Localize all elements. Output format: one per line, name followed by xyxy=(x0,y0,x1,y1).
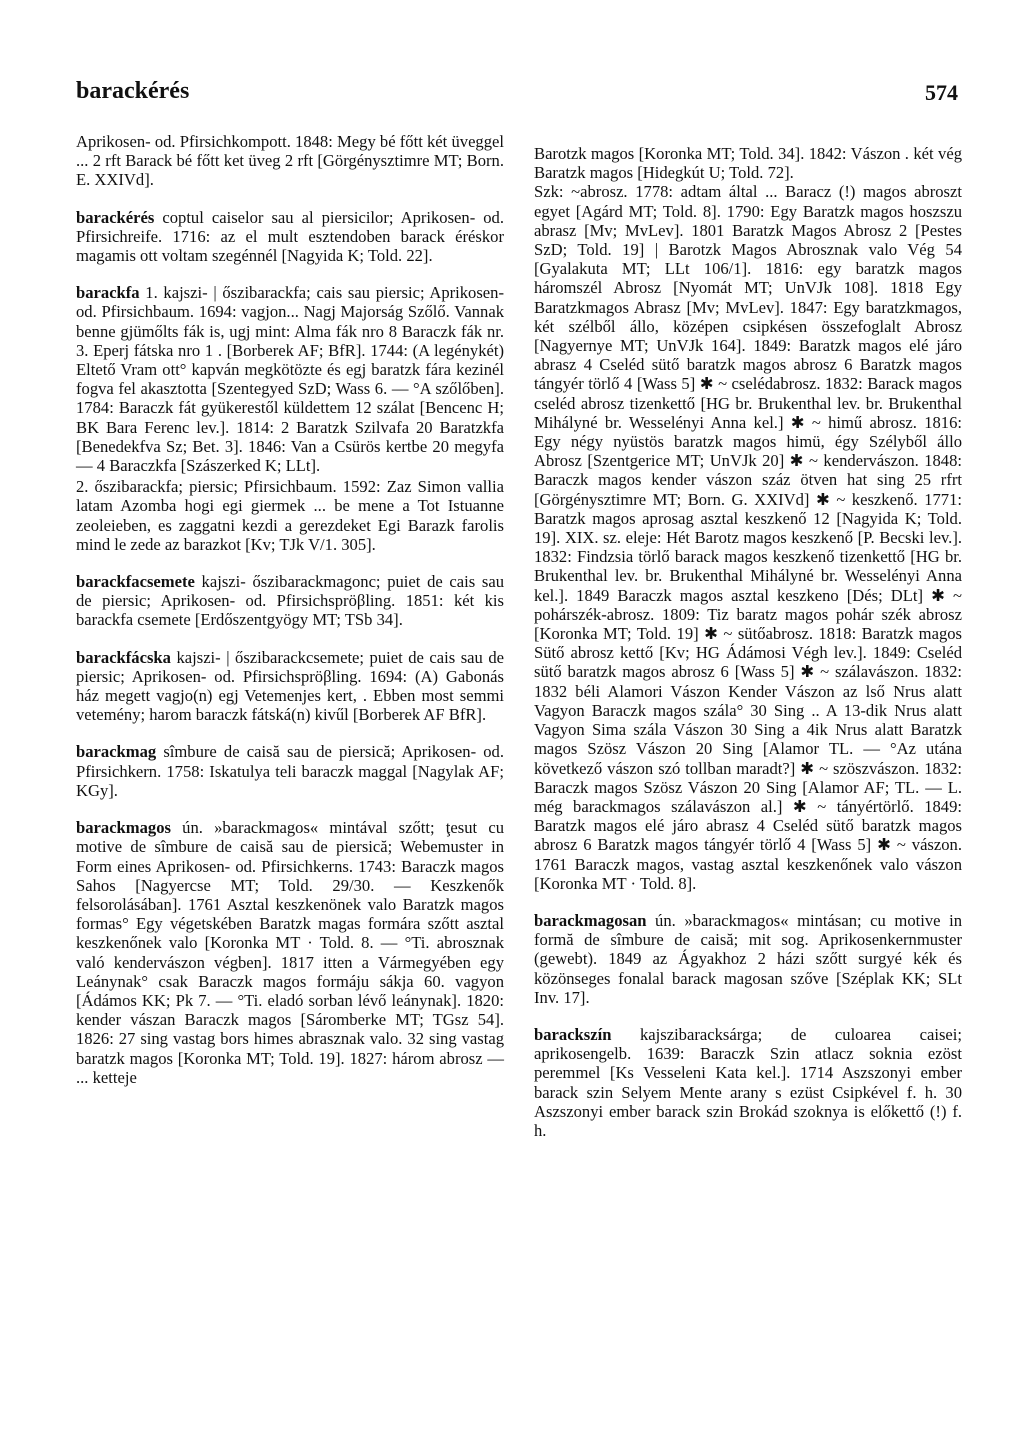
right-column xyxy=(534,144,962,1158)
entry-lemma: barackfácska xyxy=(76,647,171,667)
entry-lemma: barackmagosan xyxy=(534,910,647,930)
entry xyxy=(76,283,504,475)
entry-text: Aprikosen- od. Pfirsichkompott. 1848: Megy bé főtt két üveggel ... 2 rft Barack bé főtt ket üveg 2 rft [Görgénysztimre MT; Born. E. XXIVd]. xyxy=(76,132,504,190)
running-headword: barackérés xyxy=(76,78,190,104)
dictionary-page xyxy=(72,78,962,1428)
entry-text: 1. kajszi- | őszibarackfa; cais sau piersic; Aprikosen- od. Pfirsichbaum. 1694: vagjon... Nagj Majorság Szőlő. Vannak benne gjümőlts fák is, ugj mint: Alma fák nro 8 Baraczk fák nr. 3. Eperj fátska nro 1 . [Borberek AF; BfR]. 1744: (A legénykét) Eltető Vram ott° kapván megkötözte és egj baratzk fára kezinél fogva fel akasztotta [Szentegyed SzD; Wass 6. — °A szőlőben]. 1784: Baraczk fát gyükerestől küldettem 12 szálat [Bencenc H; BK Bara Ferenc lev.]. 1814: 2 Baratzk Szilvafa 20 Baratzkfa [Benedekfva Sz; Bet. 3]. 1846: Van a Csürös kertbe 20 megyfa — 4 Baraczkfa [Szászerked K; LLt]. xyxy=(76,283,504,476)
entry-text: kajszi- | őszibarackcsemete; puiet de cais sau de piersic; Aprikosen- od. Pfirsichspröβling. 1694: (A) Gabonás ház megett vagjo(n) egj Vetemenjes kert, . Ebben most semmi vetemény; harom baraczk fátská(n) kivűl [Borberek AF BfR]. xyxy=(76,647,504,725)
entry-text: kajszi- őszibarackmagonc; puiet de cais sau de piersic; Aprikosen- od. Pfirsichspröβling. 1851: két kis barackfa csemete [Erdőszentgyögy MT; TSb 34]. xyxy=(76,572,504,630)
entry-text: ún. »barackmagos« mintásan; cu motive in formă de sîmbure de caisă; mit sog. Aprikosenkernmuster (gewebt). 1849 az Ágyakhoz 2 házi szőtt surgyé kék és közönseges fonalal barack magosan szőve [Széplak KK; SLt Inv. 17]. xyxy=(534,910,962,1007)
entry xyxy=(76,742,504,800)
entry-lemma: barackmag xyxy=(76,742,157,762)
entry xyxy=(534,911,962,1007)
entry-text: Szk: ~abrosz. 1778: adtam által ... Baracz (!) magos abroszt egyet [Agárd MT; Told. 8]. 1790: Egy Baratzk magos hoszszu abrasz [Mv; MvLev]. 1801 Baratzk Magos Abrosz 2 [Pestes SzD; Told. 19] | Barotzk Magos Abrosznak valo Vég 54 [Gyalakuta MT; LLt 106/1]. 1816: egy baratzk magos háromszél Abrosz [Nyomát MT; UnVJk 108]. 1818 Egy Baratzkmagos Abrasz [Mv; MvLev]. 1847: Egy baratzkmagos, két szélből állo, középen csipkésen összefoglalt Abrosz [Nagyernye MT; UnVJk 164]. 1849: Baratzk magos elé járo abrasz 4 Cseléd sütő baratzk magos abrosz 6 Baratzk magos tángyér törlő 4 [Wass 5] ✱ ~ cselédabrosz. 1832: Barack magos cseléd abrosz tizenkettő [HG br. Brukenthal lev. br. Brukenthal Mihályné br. Wesselényi Anna kel.] ✱ ~ himű abrosz. 1816: Egy négy nyüstös baratzk magos himü, égy Szélyből állo Abrosz [Szentgerice MT; UnVJk 20] ✱ ~ kendervászon. 1848: Baraczk magos kender vászon száz ötven hat sing 25 rfrt [Görgénysztimre MT; Born. G. XXIVd] ✱ ~ keszkenő. 1771: Baratzk magos aprosag asztal keszkenő 12 [Nagyida K; Told. 19]. XIX. sz. eleje: Hét Barotz magos keszkenő [P. Becski lev.]. 1832: Findzsia törlő barack magos keszkenő tizenkettő [HG br. Brukenthal lev. br. Brukenthal Mihályné br. Wesselényi Anna kel.]. 1849 Baraczk magos asztal keszkeno [Dés; DLt] ✱ ~ pohárszék-abrosz. 1809: Tiz baratz magos pohár szék abrosz [Koronka MT; Told. 19] ✱ ~ sütőabrosz. 1818: Baratzk magos Sütő abrosz kettő [Kv; HG Ádámosi Végh lev.]. 1849: Cseléd sütő baratzk magos abrosz 6 [Wass 5] ✱ ~ szálavászon. 1832: 1832 béli Alamori Vászon Kender Vászon az lső Nrus alatt Vagyon Baraczk magos szála° 30 Sing .. A 13-dik Nrus alatt Vagyon Sima szála Vászon 30 Sing a 4ik Nrus alatt Baratzk magos Szösz Vászon 20 Sing [Alamor TL. — °Az utána következő vászon szó tollban maradt?] ✱ ~ szöszvászon. 1832: Baraczk magos Szösz Vászon 20 Sing [Alamor AF; TL. — L. még barackmagos szálavászon al.] ✱ ~ tányértörlő. 1849: Baratzk magos elé járo abrasz 4 Cseléd sütő baratzk magos abrosz 6 Baratzk magos tángyér törlő 4 [Wass 5] ✱ ~ vászon. 1761 Baraczk magos, vastag asztal keszkenőnek valo vászon [Koronka MT · Told. 8]. xyxy=(534,182,962,893)
entry xyxy=(76,208,504,266)
entry xyxy=(76,132,504,190)
entry xyxy=(76,818,504,1087)
entry-text: 2. őszibarackfa; piersic; Pfirsichbaum. 1592: Zaz Simon vallia latam Azomba hogi egi giermek ... be mene a Tot Istuanne zeoleieben, es zaggatni kezdi a gerezdeket Egi Barazk farolis mind le zede az barazkot [Kv; TJk V/1. 305]. xyxy=(76,477,504,554)
entry xyxy=(534,144,962,182)
page-header xyxy=(72,78,958,118)
entry-lemma: barackérés xyxy=(76,207,155,227)
entry xyxy=(76,477,504,554)
entry xyxy=(534,182,962,893)
entry xyxy=(76,648,504,725)
entry-text: Barotzk magos [Koronka MT; Told. 34]. 1842: Vászon . két vég Baratzk magos [Hidegkút U; Told. 72]. xyxy=(534,144,962,183)
entry-lemma: barackmagos xyxy=(76,818,171,838)
left-column xyxy=(76,132,504,1105)
page-number: 574 xyxy=(925,80,958,105)
entry-text: ún. »barackmagos« mintával szőtt; ţesut cu motive de sîmbure de caisă sau de piersică; Webemuster in Form eines Aprikosen- od. Pfirsichkerns. 1743: Baraczk magos Sahos [Nagyercse MT; Told. 29/30. — Keszkenők felsorolásában]. 1761 Asztal keszkenönek valo Baratzk magos formas° Egy végetskében Baratzk magas formára szőtt asztal keszkenőnek valo [Koronka MT · Told. 8. — °Ti. abrosznak való kendervászon végben]. 1817 itten a Vármegyében egy Leánynak° csak Baraczk magos formáju sákja 60. vagyon [Ádámos KK; Pk 7. — °Ti. eladó sorban lévő leánynak]. 1820: kender vászan Baraczk magos [Sáromberke MT; TGsz 54]. 1826: 27 sing vastag bors himes abrasznak valo. 32 sing vastag baratzk magos [Koronka MT; Told. 19]. 1827: három abrosz — ... ketteje xyxy=(76,818,504,1087)
entry-lemma: barackfacsemete xyxy=(76,572,195,592)
entry-lemma: barackfa xyxy=(76,283,140,303)
entry-lemma: barackszín xyxy=(534,1024,612,1044)
entry-text: coptul caiselor sau al piersicilor; Aprikosen- od. Pfirsichreife. 1716: az el mult esztendoben barack éréskor magamis ott voltam szegénnél [Nagyida K; Told. 22]. xyxy=(76,207,504,266)
entry-text: kajszibaracksárga; de culoarea caisei; aprikosengelb. 1639: Baraczk Szin atlacz soknia ezöst peremmel [Ks Vesseleni Kata kel.]. 1714 Aszszonyi ember barack szin Selyem Mente arany s ezüst Csipkével f. h. 30 Aszszonyi ember barack szin Brokád szoknya is előkettő (!) f. h. xyxy=(534,1024,962,1140)
entry xyxy=(76,572,504,630)
entry-text: sîmbure de caisă sau de piersică; Aprikosen- od. Pfirsichkern. 1758: Iskatulya teli baraczk maggal [Nagylak AF; KGy]. xyxy=(76,742,504,800)
entry xyxy=(534,1025,962,1140)
